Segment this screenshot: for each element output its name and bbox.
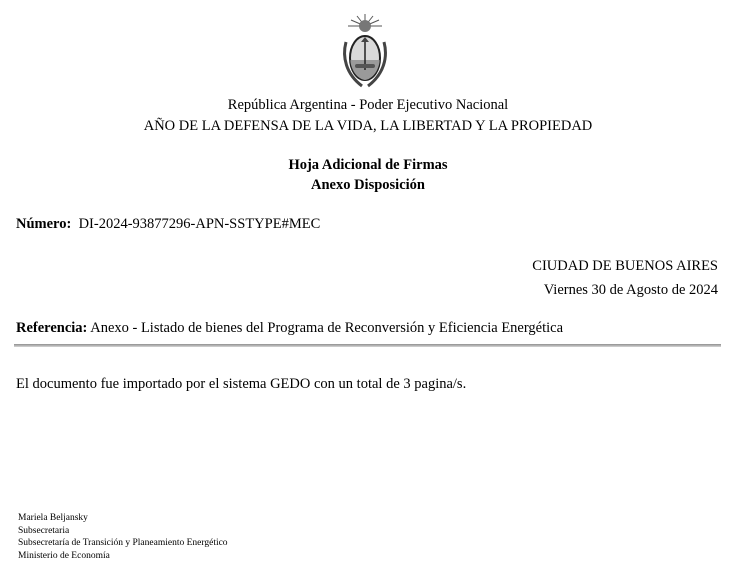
divider	[14, 344, 721, 347]
signer-ministry: Ministerio de Economía	[18, 550, 110, 561]
city: CIUDAD DE BUENOS AIRES	[532, 258, 718, 274]
document-title: Hoja Adicional de Firmas	[288, 157, 448, 173]
signature-block	[18, 512, 228, 562]
header-country: República Argentina - Poder Ejecutivo Nacional	[227, 97, 509, 113]
referencia-label: Referencia:	[16, 320, 88, 336]
coat-of-arms-icon	[340, 12, 390, 92]
numero-row	[16, 216, 320, 233]
numero-label: Número:	[16, 216, 72, 232]
signer-office: Subsecretaría de Transición y Planeamiento Energético	[18, 538, 228, 548]
referencia-value: Anexo - Listado de bienes del Programa de Reconversión y Eficiencia Energética	[90, 320, 564, 336]
signer-role: Subsecretaria	[18, 525, 70, 536]
signer-name: Mariela Beljansky	[18, 513, 88, 523]
header-year-motto: AÑO DE LA DEFENSA DE LA VIDA, LA LIBERTAD Y LA PROPIEDAD	[143, 118, 593, 134]
date: Viernes 30 de Agosto de 2024	[543, 282, 718, 298]
referencia-row	[16, 320, 563, 337]
body-text: El documento fue importado por el sistema GEDO con un total de 3 pagina/s.	[16, 376, 467, 392]
document-subtitle: Anexo Disposición	[310, 177, 425, 193]
numero-value: DI-2024-93877296-APN-SSTYPE#MEC	[78, 216, 321, 232]
